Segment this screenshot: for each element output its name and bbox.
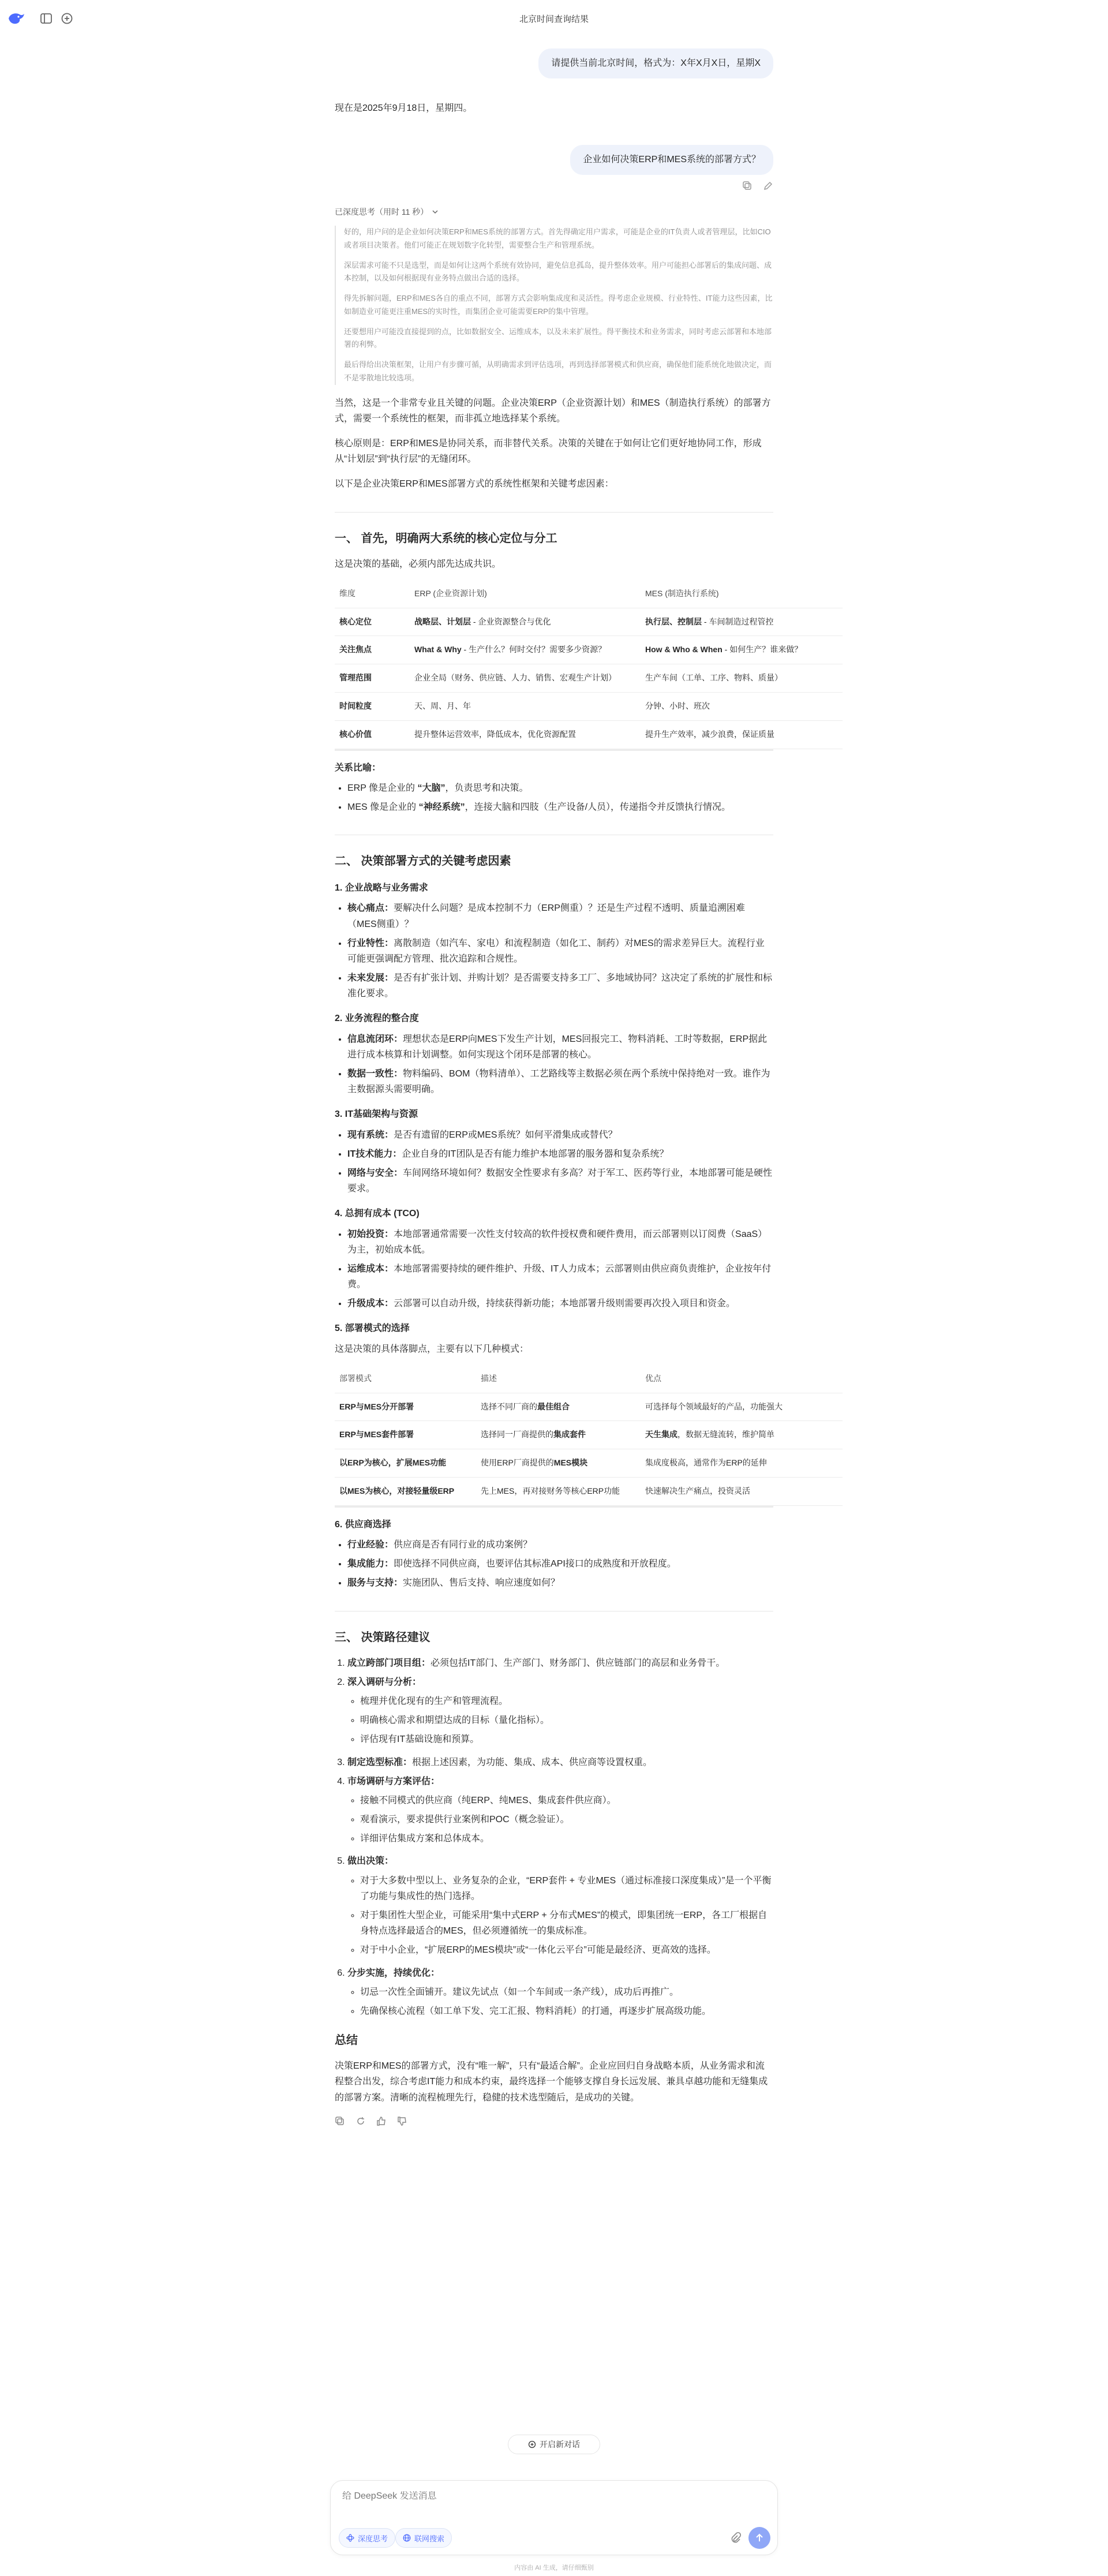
group-title: 2. 业务流程的整合度	[335, 1014, 419, 1024]
group-title: 4. 总拥有成本 (TCO)	[335, 1209, 420, 1219]
table-cell: 快速解决生产痛点，投资灵活	[641, 1478, 843, 1506]
user-message	[335, 48, 773, 78]
new-chat-button[interactable]	[508, 2435, 600, 2454]
table-row	[335, 608, 843, 636]
list-item: • 服务与支持：实施团队、售后支持、响应速度如何？	[347, 1575, 773, 1591]
list-item: • 行业经验：供应商是否有同行业的成功案例？	[347, 1537, 773, 1553]
list-item: • 集成能力：即使选择不同供应商，也要评估其标准API接口的成熟度和开放程度。	[347, 1556, 773, 1572]
table-cell: What & Why - 生产什么？何时交付？需要多少资源？	[410, 636, 641, 664]
section-heading: 三、 决策路径建议	[335, 1631, 431, 1644]
group-list	[335, 1537, 773, 1591]
chevron-down-icon	[432, 208, 439, 215]
divider	[335, 1611, 773, 1612]
intro-paragraph: 当然，这是一个非常专业且关键的问题。企业决策ERP（企业资源计划）和MES（制造执行系统）的部署方式，需要一个系统性的框架，而非孤立地选择某个系统。	[335, 398, 771, 424]
user-message	[335, 145, 773, 175]
disclaimer: 内容由 AI 生成，请仔细甄别	[514, 2564, 594, 2571]
table-cell: 管理范围	[335, 664, 410, 693]
table-header: MES (制造执行系统)	[641, 580, 843, 608]
thinking-label: 已深度思考（用时 11 秒）	[335, 207, 429, 217]
divider	[335, 512, 773, 513]
thinking-paragraph: 深层需求可能不只是选型，而是如何让这两个系统有效协同，避免信息孤岛，提升整体效率。用户可能担心部署后的集成问题、成本控制，以及如何根据现有业务特点做出合适的选择。	[344, 260, 772, 283]
table-row	[335, 636, 843, 664]
table-cell: 以MES为核心，对接轻量级ERP	[335, 1478, 476, 1506]
table-cell: 提升生产效率，减少浪费，保证质量	[641, 720, 843, 749]
list-item: • 行业特性：离散制造（如汽车、家电）和流程制造（如化工、制药）对MES的需求差异巨大。流程行业可能更强调配方管理、批次追踪和合规性。	[347, 936, 773, 967]
deployment-table-scroll[interactable]	[335, 1365, 783, 1508]
table-header: ERP (企业资源计划)	[410, 580, 641, 608]
table-cell: 可选择每个领域最好的产品，功能强大	[641, 1393, 843, 1421]
table-header: 描述	[476, 1365, 641, 1393]
list-item: • IT技术能力：企业自身的IT团队是否有能力维护本地部署的服务器和复杂系统？	[347, 1146, 773, 1162]
group-title: 1. 企业战略与业务需求	[335, 883, 428, 893]
list-item: ◦ 对于中小企业，“扩展ERP的MES模块”或“一体化云平台”可能是最经济、更高效的选择。	[360, 1942, 773, 1958]
table-cell: 集成度极高，通常作为ERP的延伸	[641, 1449, 843, 1478]
copy-icon[interactable]	[335, 2116, 345, 2126]
list-item: ◦ 明确核心需求和期望达成的目标（量化指标）。	[360, 1713, 773, 1728]
thinking-paragraph: 还要想用户可能没直接提到的点，比如数据安全、运维成本，以及未来扩展性。得平衡技术和业务需求，同时考虑云部署和本地部署的利弊。	[344, 327, 772, 349]
list-item: • MES 像是企业的 “神经系统”，连接大脑和四肢（生产设备/人员），传递指令并反馈执行情况。	[347, 799, 773, 815]
table-cell: 核心定位	[335, 608, 410, 636]
group-list	[335, 1031, 773, 1098]
list-item: ◦ 切忌一次性全面铺开。建议先试点（如一个车间或一条产线），成功后再推广。	[360, 1984, 773, 2000]
message-input[interactable]	[342, 2491, 746, 2502]
list-item: • 运维成本：本地部署需要持续的硬件维护、升级、IT人力成本；云部署则由供应商负责维护，企业按年付费。	[347, 1261, 773, 1292]
list-item: • 信息流闭环：理想状态是ERP向MES下发生产计划，MES回报完工、物料消耗、工时等数据，ERP据此进行成本核算和计划调整。如何实现这个闭环是部署的核心。	[347, 1031, 773, 1063]
positioning-table	[335, 580, 843, 749]
message-actions	[335, 181, 773, 191]
table-row	[335, 664, 843, 693]
table-cell: 使用ERP厂商提供的MES模块	[476, 1449, 641, 1478]
table-cell: 选择同一厂商提供的集成套件	[476, 1421, 641, 1449]
list-item: ◦ 评估现有IT基础设施和预算。	[360, 1732, 773, 1747]
list-item: ◦ 详细评估集成方案和总体成本。	[360, 1831, 773, 1846]
relation-title: 关系比喻：	[335, 762, 381, 773]
table-cell: 天、周、月、年	[410, 693, 641, 721]
group-list	[335, 900, 773, 1001]
page-title: 北京时间查询结果	[519, 14, 589, 24]
deep-think-toggle[interactable]	[339, 2528, 395, 2548]
group-list	[335, 1127, 773, 1197]
table-header: 维度	[335, 580, 410, 608]
list-item: • 现有系统：是否有遗留的ERP或MES系统？如何平滑集成或替代？	[347, 1127, 773, 1143]
relation-list	[335, 780, 773, 815]
group-list	[335, 1227, 773, 1312]
table-cell: 时间粒度	[335, 693, 410, 721]
table-cell: ERP与MES套件部署	[335, 1421, 476, 1449]
decision-step: 4. 市场调研与方案评估： ◦ 接触不同模式的供应商（纯ERP、纯MES、集成套件供应商）。 ◦ 观看演示，要求提供行业案例和POC（概念验证）。 ◦ 详细评估集成方案和总体成本。	[347, 1774, 773, 1847]
assistant-answer	[335, 395, 803, 2126]
list-item: ◦ 梳理并优化现有的生产和管理流程。	[360, 1693, 773, 1709]
summary-heading: 总结	[335, 2034, 358, 2047]
table-cell: 选择不同厂商的最佳组合	[476, 1393, 641, 1421]
sub-list	[347, 1984, 773, 2019]
table-cell: ERP与MES分开部署	[335, 1393, 476, 1421]
intro-paragraph: 核心原则是：ERP和MES是协同关系，而非替代关系。决策的关键在于如何让它们更好地协同工作，形成从“计划层”到“执行层”的无缝闭环。	[335, 439, 762, 465]
section-desc: 这是决策的基础，必须内部先达成共识。	[335, 559, 501, 569]
deep-think-label: 深度思考	[358, 2534, 388, 2543]
list-item: ◦ 先确保核心流程（如工单下发、完工汇报、物料消耗）的打通，再逐步扩展高级功能。	[360, 2003, 773, 2019]
thinking-paragraph: 好的，用户问的是企业如何决策ERP和MES系统的部署方式。首先得确定用户需求，可能是企业的IT负责人或者管理层，比如CIO或者项目决策者。他们可能正在规划数字化转型，需要整合生产和管理系统。	[344, 227, 771, 249]
table-cell: 执行层、控制层 - 车间制造过程管控	[641, 608, 843, 636]
decision-step: 5. 做出决策： ◦ 对于大多数中型以上、业务复杂的企业，“ERP套件 + 专业MES（通过标准接口深度集成）”是一个平衡了功能与集成性的热门选择。 ◦ 对于集团性大型企业，可能采用“集中式ERP + 分布式MES”的模式，即集团统一ERP，各工厂根据自身特点选择最适合的MES，但必须遵循统一的集成标准。 ◦ 对于中小企业，“扩展ERP的MES模块”或“一体化云平台”可能是最经济、更高效的选择。	[347, 1853, 773, 1958]
table-cell: 分钟、小时、班次	[641, 693, 843, 721]
table-cell: 先上MES，再对接财务等核心ERP功能	[476, 1478, 641, 1506]
decision-step: 1. 成立跨部门项目组：必须包括IT部门、生产部门、财务部门、供应链部门的高层和业务骨干。	[347, 1655, 773, 1671]
thumbs-up-icon[interactable]	[376, 2116, 387, 2126]
table-cell: How & Who & When - 如何生产？谁来做？	[641, 636, 843, 664]
web-search-toggle[interactable]	[395, 2528, 452, 2548]
list-item: • 未来发展：是否有扩张计划、并购计划？是否需要支持多工厂、多地域协同？这决定了系统的扩展性和标准化要求。	[347, 970, 773, 1001]
thinking-toggle[interactable]	[335, 206, 439, 218]
list-item: ◦ 对于集团性大型企业，可能采用“集中式ERP + 分布式MES”的模式，即集团统一ERP，各工厂根据自身特点选择最适合的MES，但必须遵循统一的集成标准。	[360, 1908, 773, 1939]
copy-icon[interactable]	[742, 181, 753, 191]
regenerate-icon[interactable]	[355, 2116, 366, 2126]
table-row	[335, 720, 843, 749]
group-title: 6. 供应商选择	[335, 1519, 391, 1530]
chat-input-box	[330, 2480, 778, 2555]
top-bar	[0, 0, 1108, 37]
web-search-label: 联网搜索	[414, 2534, 445, 2543]
table-cell: 战略层、计划层 - 企业资源整合与优化	[410, 608, 641, 636]
list-item: ◦ 对于大多数中型以上、业务复杂的企业，“ERP套件 + 专业MES（通过标准接口深度集成）”是一个平衡了功能与集成性的热门选择。	[360, 1873, 773, 1904]
send-button[interactable]	[748, 2527, 770, 2549]
thinking-paragraph: 最后得给出决策框架，让用户有步骤可循，从明确需求到评估选项，再到选择部署模式和供应商，确保他们能系统化地做决定，而不是零散地比较选项。	[344, 360, 772, 382]
thinking-paragraph: 得先拆解问题，ERP和MES各自的重点不同，部署方式会影响集成度和灵活性。得考虑企业规模、行业特性、IT能力这些因素，比如制造业可能更注重MES的实时性，而集团企业可能需要ERP的集中管理。	[344, 294, 773, 316]
table-header: 优点	[641, 1365, 843, 1393]
table-cell: 提升整体运营效率，降低成本，优化资源配置	[410, 720, 641, 749]
decision-step: 2. 深入调研与分析： ◦ 梳理并优化现有的生产和管理流程。 ◦ 明确核心需求和期望达成的目标（量化指标）。 ◦ 评估现有IT基础设施和预算。	[347, 1674, 773, 1748]
new-chat-icon	[528, 2440, 536, 2448]
positioning-table-scroll[interactable]	[335, 580, 803, 751]
table-cell: 企业全局（财务、供应链、人力、销售、宏观生产计划）	[410, 664, 641, 693]
group-desc: 这是决策的具体落脚点，主要有以下几种模式：	[335, 1344, 529, 1354]
section-heading: 二、 决策部署方式的关键考虑因素	[335, 855, 511, 868]
group-title: 5. 部署模式的选择	[335, 1323, 410, 1334]
table-cell: 以ERP为核心，扩展MES功能	[335, 1449, 476, 1478]
table-cell: 天生集成，数据无缝流转，维护简单	[641, 1421, 843, 1449]
answer-actions	[335, 2116, 773, 2126]
table-row	[335, 1421, 843, 1449]
table-row	[335, 1393, 843, 1421]
sub-list	[347, 1873, 773, 1958]
table-row	[335, 1478, 843, 1506]
table-cell: 核心价值	[335, 720, 410, 749]
atom-icon	[346, 2534, 354, 2542]
table-cell: 生产车间（工单、工序、物料、质量）	[641, 664, 843, 693]
arrow-up-icon	[754, 2533, 765, 2543]
list-item: • 初始投资：本地部署通常需要一次性支付较高的软件授权费和硬件费用，而云部署则以订阅费（SaaS）为主，初始成本低。	[347, 1227, 773, 1258]
list-item: • 数据一致性：物料编码、BOM（物料清单）、工艺路线等主数据必须在两个系统中保持绝对一致。谁作为主数据源头需要明确。	[347, 1066, 773, 1097]
sub-list	[347, 1793, 773, 1847]
list-item: • 升级成本：云部署可以自动升级，持续获得新功能；本地部署升级则需要再次投入项目和资金。	[347, 1296, 773, 1311]
summary-text: 决策ERP和MES的部署方式，没有“唯一解”，只有“最适合解”。企业应回归自身战略本质，从业务需求和流程整合出发，综合考虑IT能力和成本约束，最终选择一个能够支撑自身长远发展、兼具卓越功能和无缝集成的部署方案。清晰的流程梳理先行，稳健的技术选型随后，是成功的关键。	[335, 2061, 768, 2103]
deployment-table	[335, 1365, 843, 1506]
chat-thread	[335, 48, 803, 2126]
new-chat-label: 开启新对话	[540, 2440, 580, 2449]
group-title: 3. IT基础架构与资源	[335, 1109, 418, 1120]
sub-list	[347, 1693, 773, 1748]
intro-paragraph: 以下是企业决策ERP和MES部署方式的系统性框架和关键考虑因素：	[335, 479, 614, 489]
thinking-content	[335, 226, 773, 385]
table-row	[335, 1449, 843, 1478]
table-row	[335, 693, 843, 721]
list-item: • 核心痛点：要解决什么问题？是成本控制不力（ERP侧重）？还是生产过程不透明、质量追溯困难（MES侧重）？	[347, 900, 773, 932]
user-bubble: 请提供当前北京时间，格式为：X年X月X日，星期X	[538, 48, 773, 78]
decision-step: 3. 制定选型标准：根据上述因素，为功能、集成、成本、供应商等设置权重。	[347, 1755, 773, 1770]
section-heading: 一、 首先，明确两大系统的核心定位与分工	[335, 532, 557, 545]
globe-icon	[403, 2534, 411, 2542]
table-cell: 关注焦点	[335, 636, 410, 664]
thumbs-down-icon[interactable]	[397, 2116, 407, 2126]
assistant-message: 现在是2025年9月18日，星期四。	[335, 103, 473, 113]
decision-steps	[335, 1655, 773, 2020]
decision-step: 6. 分步实施，持续优化： ◦ 切忌一次性全面铺开。建议先试点（如一个车间或一条产线），成功后再推广。 ◦ 先确保核心流程（如工单下发、完工汇报、物料消耗）的打通，再逐步扩展高级功能。	[347, 1965, 773, 2020]
edit-icon[interactable]	[763, 181, 773, 191]
attachment-icon[interactable]	[729, 2532, 742, 2544]
user-bubble: 企业如何决策ERP和MES系统的部署方式？	[570, 145, 773, 175]
list-item: ◦ 接触不同模式的供应商（纯ERP、纯MES、集成套件供应商）。	[360, 1793, 773, 1808]
list-item: ◦ 观看演示，要求提供行业案例和POC（概念验证）。	[360, 1812, 773, 1827]
list-item: • ERP 像是企业的 “大脑”，负责思考和决策。	[347, 780, 773, 796]
table-header: 部署模式	[335, 1365, 476, 1393]
list-item: • 网络与安全：车间网络环境如何？数据安全性要求有多高？对于军工、医药等行业，本地部署可能是硬性要求。	[347, 1165, 773, 1197]
